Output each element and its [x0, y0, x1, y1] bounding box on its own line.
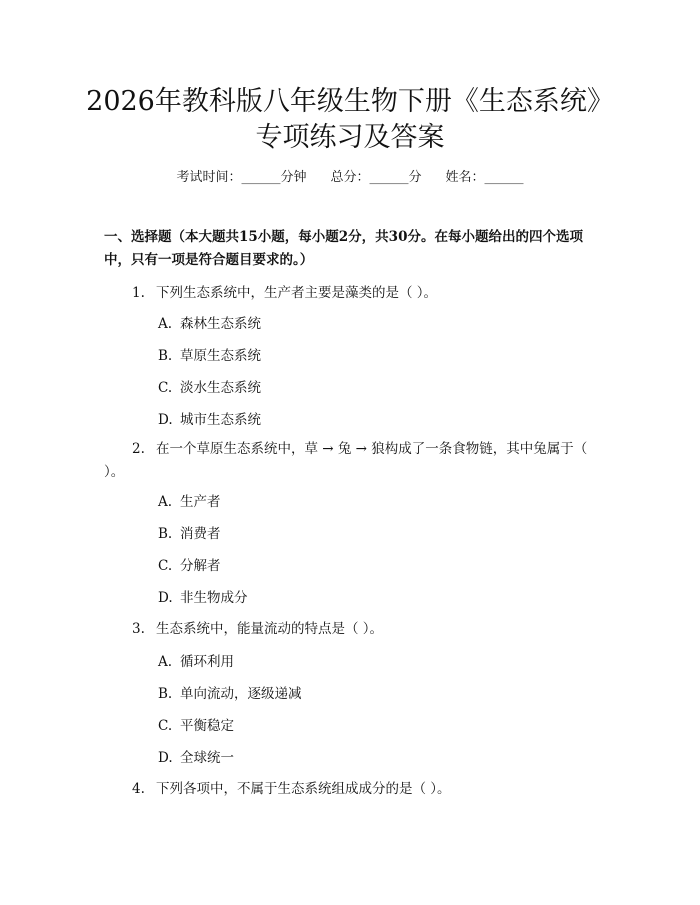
total-score-label: 总分：: [330, 170, 370, 185]
option-text: 淡水生态系统: [180, 380, 261, 396]
option-text: 单向流动，逐级递减: [180, 686, 302, 702]
option-2d: [158, 588, 248, 608]
option-text: 森林生态系统: [180, 316, 261, 332]
exam-time-blank: ______分钟: [241, 170, 307, 185]
option-text: 平衡稳定: [180, 718, 234, 734]
question-2: [104, 438, 598, 484]
option-letter: D.: [158, 590, 173, 606]
name-blank: ______: [484, 170, 524, 185]
option-text: 城市生态系统: [180, 412, 261, 428]
option-letter: A.: [158, 654, 173, 670]
option-letter: D.: [158, 412, 173, 428]
question-number: 2.: [132, 441, 145, 457]
exam-info-line: [0, 168, 700, 188]
option-letter: B.: [158, 686, 173, 702]
option-text: 全球统一: [180, 750, 234, 766]
option-letter: A.: [158, 316, 173, 332]
option-letter: A.: [158, 494, 173, 510]
question-4: [104, 778, 598, 801]
option-text: 草原生态系统: [180, 348, 261, 364]
option-letter: C.: [158, 718, 173, 734]
total-score-blank: ______分: [369, 170, 422, 185]
question-3: [104, 618, 598, 641]
option-3b: [158, 684, 302, 704]
option-3a: [158, 652, 234, 672]
section-heading-multiple-choice: 一、选择题（本大题共15小题，每小题2分，共30分。在每小题给出的四个选项中，只有一项是符合题目要求的。）: [104, 229, 583, 268]
question-text: 生态系统中，能量流动的特点是（ ）。: [156, 621, 384, 637]
question-text: 下列生态系统中，生产者主要是藻类的是（ ）。: [156, 285, 438, 301]
option-letter: D.: [158, 750, 173, 766]
option-2c: [158, 556, 221, 576]
option-1b: [158, 346, 261, 366]
document-title-line1: 2026年教科版八年级生物下册《生态系统》: [86, 86, 614, 117]
question-text: 下列各项中，不属于生态系统组成成分的是（ ）。: [156, 781, 451, 797]
option-letter: B.: [158, 526, 173, 542]
option-text: 循环利用: [180, 654, 234, 670]
option-text: 生产者: [180, 494, 221, 510]
option-letter: C.: [158, 380, 173, 396]
option-letter: C.: [158, 558, 173, 574]
question-text: 在一个草原生态系统中，草 → 兔 → 狼构成了一条食物链，其中兔属于（ ）。: [104, 441, 588, 480]
question-number: 3.: [132, 621, 145, 637]
question-1: [104, 282, 598, 305]
option-2b: [158, 524, 221, 544]
option-text: 非生物成分: [180, 590, 248, 606]
exam-time-label: 考试时间：: [176, 170, 242, 185]
option-1d: [158, 410, 261, 430]
option-3c: [158, 716, 234, 736]
option-text: 消费者: [180, 526, 221, 542]
name-label: 姓名：: [445, 170, 485, 185]
option-3d: [158, 748, 234, 768]
question-number: 4.: [132, 781, 145, 797]
option-2a: [158, 492, 221, 512]
option-text: 分解者: [180, 558, 221, 574]
option-1a: [158, 314, 261, 334]
option-letter: B.: [158, 348, 173, 364]
question-number: 1.: [132, 285, 145, 301]
document-title-line2: 专项练习及答案: [255, 122, 445, 153]
option-1c: [158, 378, 261, 398]
